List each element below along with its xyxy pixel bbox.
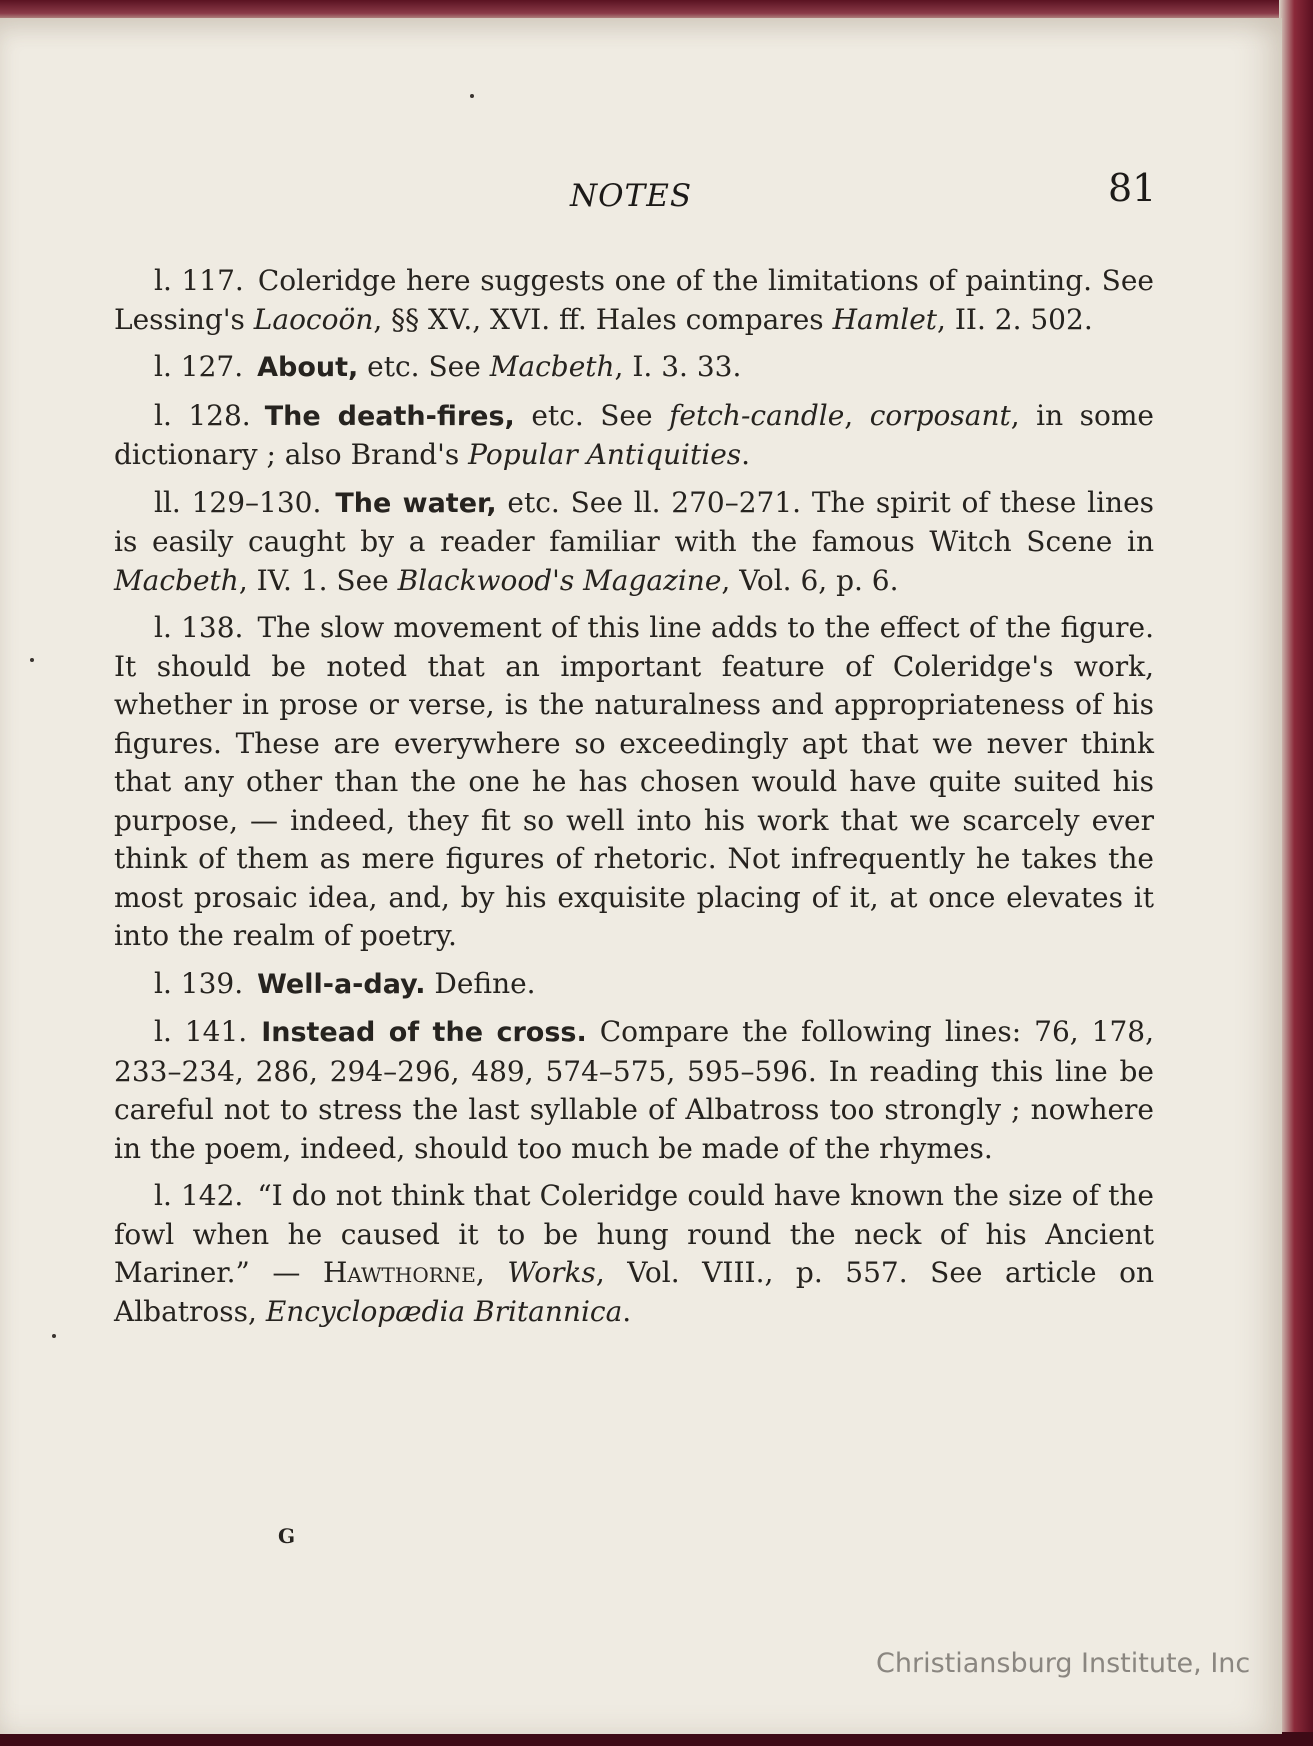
note-italic-title: Blackwood's Magazine [397,563,722,597]
note-text: . [622,1294,632,1328]
signature-mark: G [278,1524,296,1548]
note-text: , in some dictionary ; also Brand's [114,398,1154,471]
note-paragraph [114,609,1154,956]
note-text: , Vol. VIII., p. 557. See article on Albatross, [114,1256,1154,1328]
note-paragraph [114,1013,1154,1168]
note-lemma: Instead of the cross. [261,1017,587,1048]
note-text: etc. See [358,350,490,383]
note-lemma: The death-fires, [264,400,515,432]
note-text: , §§ XV., XVI. ff. Hales compares [373,302,833,336]
note-italic-title: Macbeth [114,563,239,597]
note-text: Coleridge here suggests one of the limitations of painting. See Lessing's [114,264,1154,336]
note-paragraph [114,348,1154,388]
note-line-reference: l. 128. [154,398,251,432]
paper-speck [470,94,474,98]
note-text: “I do not think that Coleridge could have known the size of the fowl when he caused it to be hung round the neck of his Ancient Mariner.” — [114,1179,1154,1289]
note-text: Compare the following lines: 76, 178, 233–234, 286, 294–296, 489, 574–575, 595–596. In reading this line be careful not to stress the last syllable of Albatross too strongly ; nowhere in the poem, indeed, should too much be made of the rhymes. [114,1015,1154,1165]
note-line-reference: l. 117. [154,264,244,297]
note-author: Hawthorne [322,1256,476,1289]
note-text: . [741,438,751,471]
note-text: , Vol. 6, p. 6. [721,563,899,597]
paper-speck [52,1334,56,1338]
note-paragraph [114,484,1154,601]
note-lemma: About, [257,352,359,383]
note-italic-title: Laocoön [253,302,374,336]
note-italic-title: Works [507,1256,596,1289]
note-italic-title: corposant [869,398,1011,432]
watermark: Christiansburg Institute, Inc [876,1648,1251,1679]
note-paragraph [114,1177,1154,1331]
paper-speck [30,658,34,662]
note-paragraph [114,262,1154,339]
note-text: , IV. 1. See [238,563,398,597]
note-text: , [475,1256,508,1289]
note-italic-title: fetch-candle [669,398,845,432]
note-italic-title: Popular Antiquities [468,438,742,471]
note-line-reference: l. 138. [154,611,244,644]
note-lemma: Well-a-day. [257,968,426,1000]
note-line-reference: l. 139. [154,966,244,1000]
note-italic-title: Encyclopædia Britannica [265,1294,623,1328]
note-text: , I. 3. 33. [614,350,742,383]
page-header [0,156,1282,216]
book-cover-edge-right [1279,0,1313,1746]
note-text: etc. See ll. 270–271. The spirit of these lines is easily caught by a reader familiar with the famous Witch Scene in [114,485,1155,558]
note-italic-title: Macbeth [489,350,615,383]
note-text: etc. See [514,398,670,432]
note-line-reference: l. 142. [154,1179,244,1212]
note-italic-title: Hamlet [832,302,938,336]
note-text: , [844,398,870,432]
book-cover-edge-bottom [0,1732,1313,1746]
note-lemma: The water, [335,487,497,519]
note-line-reference: l. 141. [154,1015,248,1048]
note-text: , II. 2. 502. [937,302,1093,336]
note-line-reference: l. 127. [154,350,244,383]
note-text: Define. [425,966,536,1000]
note-text: The slow movement of this line adds to the effect of the figure. It should be noted that an important feature of Coleridge's work, whether in prose or verse, is the naturalness and appropriateness of his figures. These are everywhere so exceedingly apt that we never think that any other than the one he has chosen would have quite suited his purpose, — indeed, they fit so well into his work that we scarcely ever think of them as mere figures of rhetoric. Not infrequently he takes the most prosaic idea, and, by his exquisite placing of it, at once elevates it into the realm of poetry. [114,611,1154,952]
running-title: NOTES [570,178,693,214]
notes-text-block [114,262,1154,1340]
book-page [0,18,1282,1734]
note-paragraph [114,965,1154,1005]
page-number: 81 [1108,166,1157,210]
note-line-reference: ll. 129–130. [154,485,322,519]
note-paragraph [114,397,1154,475]
